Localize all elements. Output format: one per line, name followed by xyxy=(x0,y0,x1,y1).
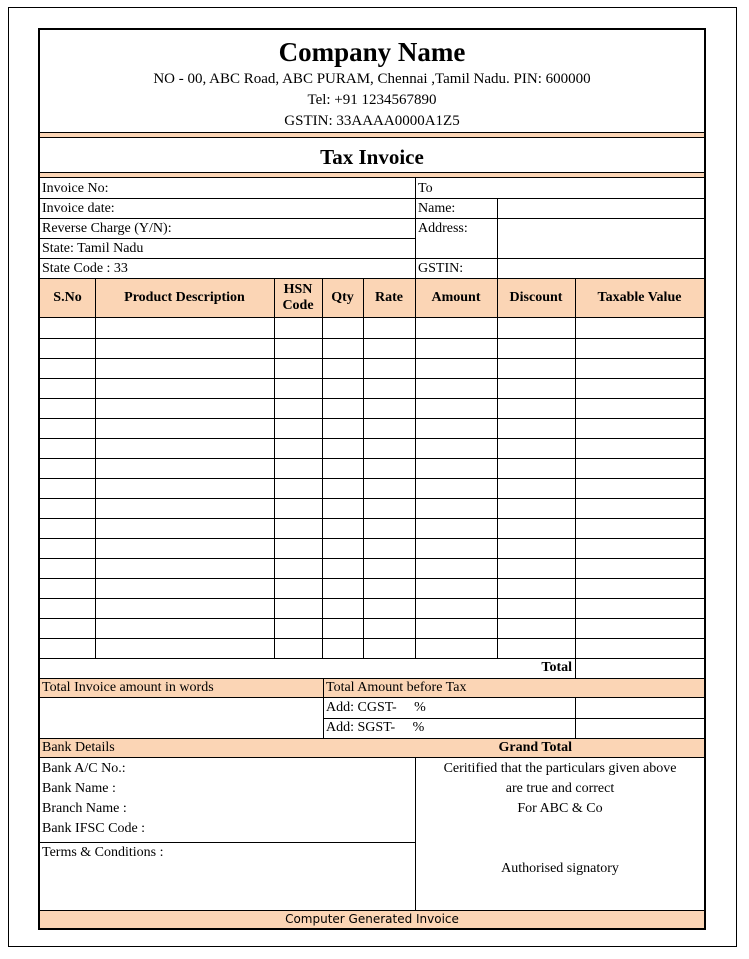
table-row xyxy=(40,438,704,439)
table-row xyxy=(40,498,704,499)
company-gstin: GSTIN: 33AAAA0000A1Z5 xyxy=(284,113,460,129)
cgst-label: Add: CGST- % xyxy=(326,700,426,715)
col-taxable-value: Taxable Value xyxy=(597,290,682,305)
table-row xyxy=(40,518,704,519)
col-discount: Discount xyxy=(509,290,563,305)
table-row xyxy=(40,618,704,619)
state-code-label: State Code : 33 xyxy=(42,261,128,276)
table-row xyxy=(40,398,704,399)
certification-line1: Ceritified that the particulars given above xyxy=(443,761,677,776)
grand-total-label: Grand Total xyxy=(498,740,572,755)
table-row xyxy=(40,418,704,419)
invoice-no-label: Invoice No: xyxy=(42,181,109,196)
col-hsn xyxy=(274,279,322,317)
recipient-name-label: Name: xyxy=(418,201,456,216)
branch-name-label: Branch Name : xyxy=(42,801,127,816)
invoice-title: Tax Invoice xyxy=(320,145,424,169)
table-row xyxy=(40,578,704,579)
company-tel: Tel: +91 1234567890 xyxy=(307,92,437,108)
invoice-sheet xyxy=(38,28,706,930)
table-row xyxy=(40,538,704,539)
table-row xyxy=(40,558,704,559)
terms-label: Terms & Conditions : xyxy=(42,845,164,860)
recipient-gstin-label: GSTIN: xyxy=(418,261,464,276)
col-description: Product Description xyxy=(124,290,245,305)
ifsc-label: Bank IFSC Code : xyxy=(42,821,146,836)
table-row xyxy=(40,458,704,459)
bank-details-heading: Bank Details xyxy=(42,740,115,755)
total-label: Total xyxy=(541,660,572,675)
invoice-date-label: Invoice date: xyxy=(42,201,115,216)
reverse-charge-label: Reverse Charge (Y/N): xyxy=(42,221,172,236)
col-qty: Qty xyxy=(331,290,354,305)
authorised-signatory: Authorised signatory xyxy=(501,861,619,876)
state-label: State: Tamil Nadu xyxy=(42,241,144,256)
header-separator xyxy=(40,132,704,138)
table-row xyxy=(40,478,704,479)
company-name: Company Name xyxy=(278,37,466,67)
certification-line3: For ABC & Co xyxy=(517,801,603,816)
col-hsn-line2: Code xyxy=(282,298,314,313)
col-sno: S.No xyxy=(53,290,82,305)
bank-name-label: Bank Name : xyxy=(42,781,116,796)
table-row xyxy=(40,378,704,379)
table-row xyxy=(40,638,704,639)
col-amount: Amount xyxy=(431,290,481,305)
amount-in-words-label: Total Invoice amount in words xyxy=(42,680,214,695)
title-separator xyxy=(40,172,704,178)
company-address: NO - 00, ABC Road, ABC PURAM, Chennai ,Tamil Nadu. PIN: 600000 xyxy=(153,71,591,87)
table-row xyxy=(40,358,704,359)
table-row xyxy=(40,598,704,599)
before-tax-label: Total Amount before Tax xyxy=(326,680,467,695)
sgst-label: Add: SGST- % xyxy=(326,720,425,735)
bank-account-label: Bank A/C No.: xyxy=(42,761,126,776)
to-label: To xyxy=(418,181,433,196)
certification-line2: are true and correct xyxy=(505,781,615,796)
col-rate: Rate xyxy=(375,290,403,305)
recipient-address-label: Address: xyxy=(418,221,468,236)
footer-text: Computer Generated Invoice xyxy=(285,912,459,926)
table-row xyxy=(40,338,704,339)
col-hsn-line1: HSN xyxy=(283,282,313,297)
